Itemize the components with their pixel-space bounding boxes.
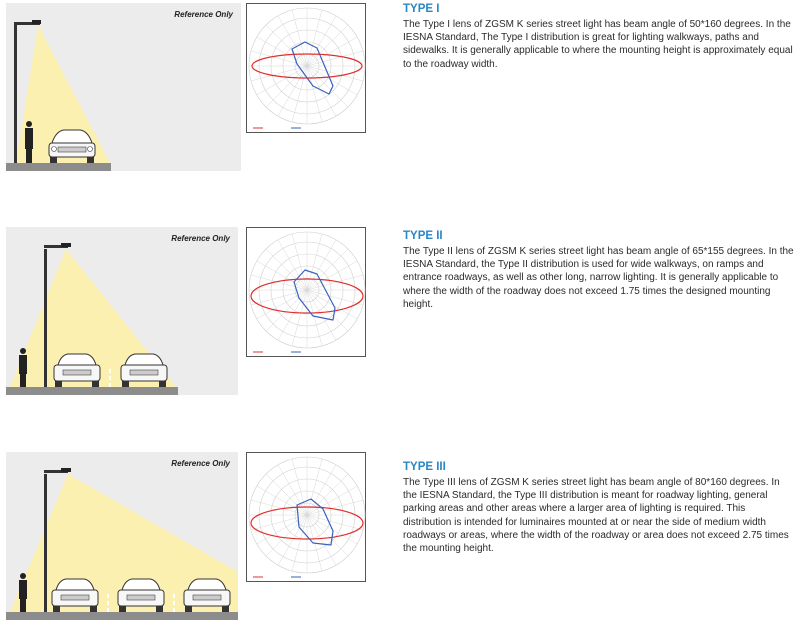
section-body: The Type III lens of ZGSM K series street light has beam angle of 80*160 degrees. In the IESNA Standard, the Type III distribution is meant for roadway lighting, general parking areas and other areas where a larger area of lighting is required. This distribution is intended for luminaires mounted at or near the side of medium width roadways or areas, where the width of the roadway or area does not exceed 2.75 times the mounting height.	[403, 477, 789, 555]
section-title: TYPE III	[403, 461, 446, 473]
lane-markings	[109, 369, 111, 387]
description-type-1	[403, 3, 795, 71]
street-illustration	[6, 227, 238, 395]
polar-chart	[247, 228, 367, 358]
reference-label: Reference Only	[171, 234, 230, 243]
lane-markings	[107, 594, 109, 612]
polar-diagram-type-2	[246, 227, 366, 357]
street-illustration	[6, 3, 241, 171]
section-body: The Type II lens of ZGSM K series street light has beam angle of 65*155 degrees. In the IESNA Standard, the Type II distribution is used for wide walkways, on ramps and entrance roadways, as well as other long, narrow lighting. It is generally applicable to where the width of the roadway does not exceed 1.75 times the designed mounting height.	[403, 246, 794, 310]
lamp-head	[61, 243, 71, 247]
section-body: The Type I lens of ZGSM K series street light has beam angle of 50*160 degrees. In the IESNA Standard, The Type I distribution is great for lighting walkways, paths and sidewalks. It is generally applicable to where the mounting height is approximately equal to the roadway width.	[403, 19, 793, 70]
street-illustration	[6, 452, 238, 620]
reference-label: Reference Only	[174, 10, 233, 19]
description-type-3	[403, 461, 795, 555]
polar-diagram-type-3	[246, 452, 366, 582]
polar-diagram-type-1	[246, 3, 366, 133]
street-scene-type-2	[6, 227, 238, 395]
lamp-head	[61, 468, 71, 472]
lamp-pole	[44, 249, 47, 389]
polar-chart	[247, 4, 367, 134]
lane-markings	[173, 594, 175, 612]
ground-bar	[6, 612, 238, 620]
street-scene-type-3	[6, 452, 238, 620]
ground-bar	[6, 387, 178, 395]
lamp-pole	[14, 25, 17, 165]
polar-chart	[247, 453, 367, 583]
ground-bar	[6, 163, 111, 171]
lamp-pole	[44, 474, 47, 614]
section-title: TYPE I	[403, 3, 440, 15]
section-title: TYPE II	[403, 230, 443, 242]
description-type-2	[403, 230, 795, 311]
reference-label: Reference Only	[171, 459, 230, 468]
street-scene-type-1	[6, 3, 241, 171]
lamp-head	[32, 20, 41, 24]
